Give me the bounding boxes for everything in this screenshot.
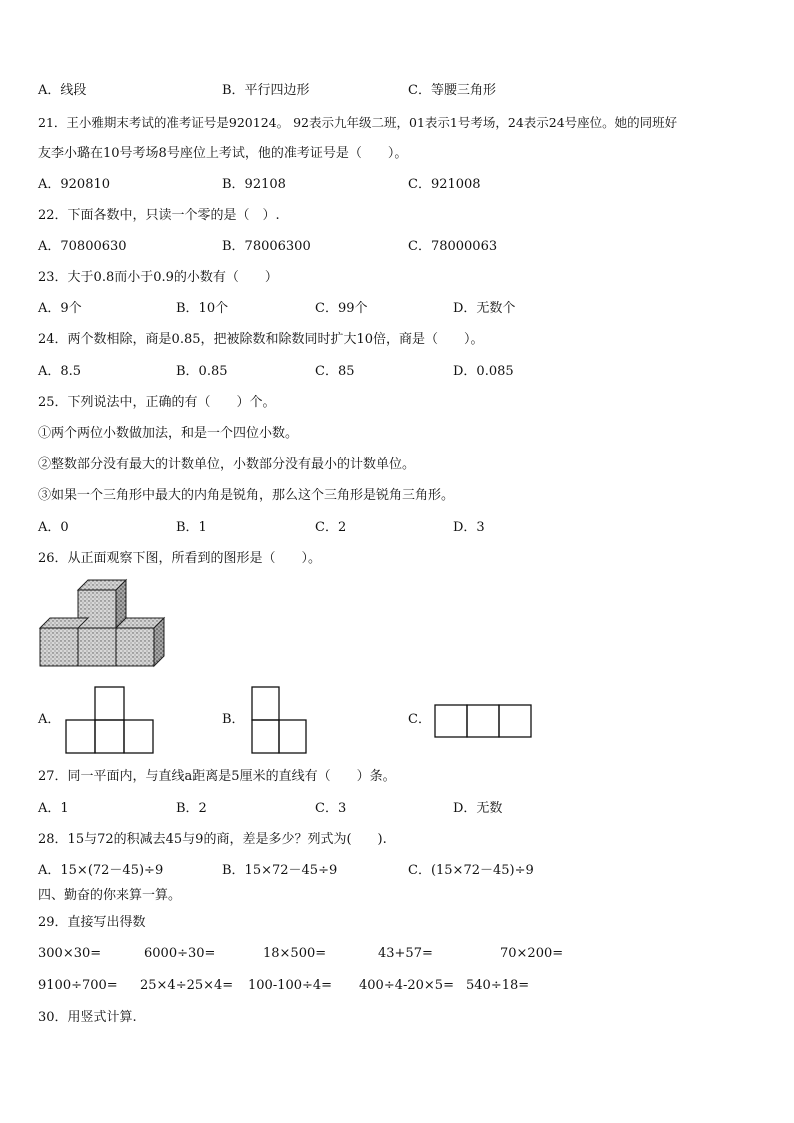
q20-option-b[interactable]: B．平行四边形 xyxy=(222,83,310,98)
q25-statement-2: ②整数部分没有最大的计数单位，小数部分没有最小的计数单位。 xyxy=(38,457,416,472)
q26-option-b-figure[interactable] xyxy=(250,686,310,754)
q23-option-c[interactable]: C．99个 xyxy=(315,301,368,316)
q20-option-c[interactable]: C．等腰三角形 xyxy=(408,83,496,98)
q24-option-b[interactable]: B．0.85 xyxy=(176,364,228,379)
q22-option-a[interactable]: A．70800630 xyxy=(38,239,127,254)
q29-item-10: 540÷18= xyxy=(466,978,530,993)
q26-option-b-label[interactable]: B． xyxy=(222,712,245,727)
q25-statement-3: ③如果一个三角形中最大的内角是锐角，那么这个三角形是锐角三角形。 xyxy=(38,488,455,503)
q29-stem: 29．直接写出得数 xyxy=(38,915,146,930)
q24-option-a[interactable]: A．8.5 xyxy=(38,364,82,379)
q25-option-b[interactable]: B．1 xyxy=(176,520,207,535)
q25-option-a[interactable]: A．0 xyxy=(38,520,69,535)
q29-item-1: 300×30= xyxy=(38,946,102,961)
q23-stem: 23．大于0.8而小于0.9的小数有（ ） xyxy=(38,270,278,285)
q21-stem-line1: 21．王小雅期末考试的准考证号是920124。 92表示九年级二班，01表示1号考场，24表示24号座位。她的同班好 xyxy=(38,115,678,130)
q24-stem: 24．两个数相除，商是0.85，把被除数和除数同时扩大10倍，商是（ ）。 xyxy=(38,332,484,347)
q25-option-d[interactable]: D．3 xyxy=(453,520,485,535)
q22-option-c[interactable]: C．78000063 xyxy=(408,239,498,254)
q21-option-c[interactable]: C．921008 xyxy=(408,177,481,192)
q26-option-c-label[interactable]: C． xyxy=(408,712,431,727)
q30-stem: 30．用竖式计算. xyxy=(38,1010,137,1025)
q26-option-c-figure[interactable] xyxy=(433,703,535,739)
q27-stem: 27．同一平面内，与直线a距离是5厘米的直线有（ ）条。 xyxy=(38,769,396,784)
q29-item-7: 25×4÷25×4= xyxy=(140,978,234,993)
q29-item-6: 9100÷700= xyxy=(38,978,118,993)
q29-item-8: 100-100÷4= xyxy=(248,978,333,993)
q29-item-2: 6000÷30= xyxy=(144,946,216,961)
q28-option-a[interactable]: A．15×(72－45)÷9 xyxy=(38,863,164,878)
q27-option-c[interactable]: C．3 xyxy=(315,801,347,816)
q26-option-a-label[interactable]: A． xyxy=(38,712,61,727)
q20-option-a[interactable]: A．线段 xyxy=(38,83,87,98)
q25-option-c[interactable]: C．2 xyxy=(315,520,347,535)
q27-option-b[interactable]: B．2 xyxy=(176,801,207,816)
q21-option-b[interactable]: B．92108 xyxy=(222,177,286,192)
q22-stem: 22．下面各数中，只读一个零的是（ ）. xyxy=(38,208,280,223)
q29-item-5: 70×200= xyxy=(500,946,564,961)
cube-arrangement-figure xyxy=(36,576,172,676)
q21-option-a[interactable]: A．920810 xyxy=(38,177,111,192)
q23-option-b[interactable]: B．10个 xyxy=(176,301,229,316)
q29-item-4: 43+57= xyxy=(378,946,433,961)
q25-statement-1: ①两个两位小数做加法，和是一个四位小数。 xyxy=(38,426,299,441)
q28-option-b[interactable]: B．15×72－45÷9 xyxy=(222,863,338,878)
q27-option-a[interactable]: A．1 xyxy=(38,801,69,816)
q27-option-d[interactable]: D．无数 xyxy=(453,801,503,816)
q28-stem: 28．15与72的积减去45与9的商，差是多少？列式为( ). xyxy=(38,832,387,847)
q23-option-d[interactable]: D．无数个 xyxy=(453,301,516,316)
q26-option-a-figure[interactable] xyxy=(64,686,156,754)
q29-item-3: 18×500= xyxy=(263,946,327,961)
q22-option-b[interactable]: B．78006300 xyxy=(222,239,311,254)
q26-stem: 26．从正面观察下图，所看到的图形是（ ）。 xyxy=(38,551,322,566)
q29-item-9: 400÷4-20×5= xyxy=(359,978,454,993)
q24-option-c[interactable]: C．85 xyxy=(315,364,355,379)
q28-option-c[interactable]: C．(15×72－45)÷9 xyxy=(408,863,534,878)
section-4-heading: 四、勤奋的你来算一算。 xyxy=(38,888,182,903)
q25-stem: 25．下列说法中，正确的有（ ）个。 xyxy=(38,395,276,410)
q24-option-d[interactable]: D．0.085 xyxy=(453,364,514,379)
q23-option-a[interactable]: A．9个 xyxy=(38,301,82,316)
q21-stem-line2: 友李小璐在10号考场8号座位上考试，他的准考证号是（ ）。 xyxy=(38,146,408,161)
